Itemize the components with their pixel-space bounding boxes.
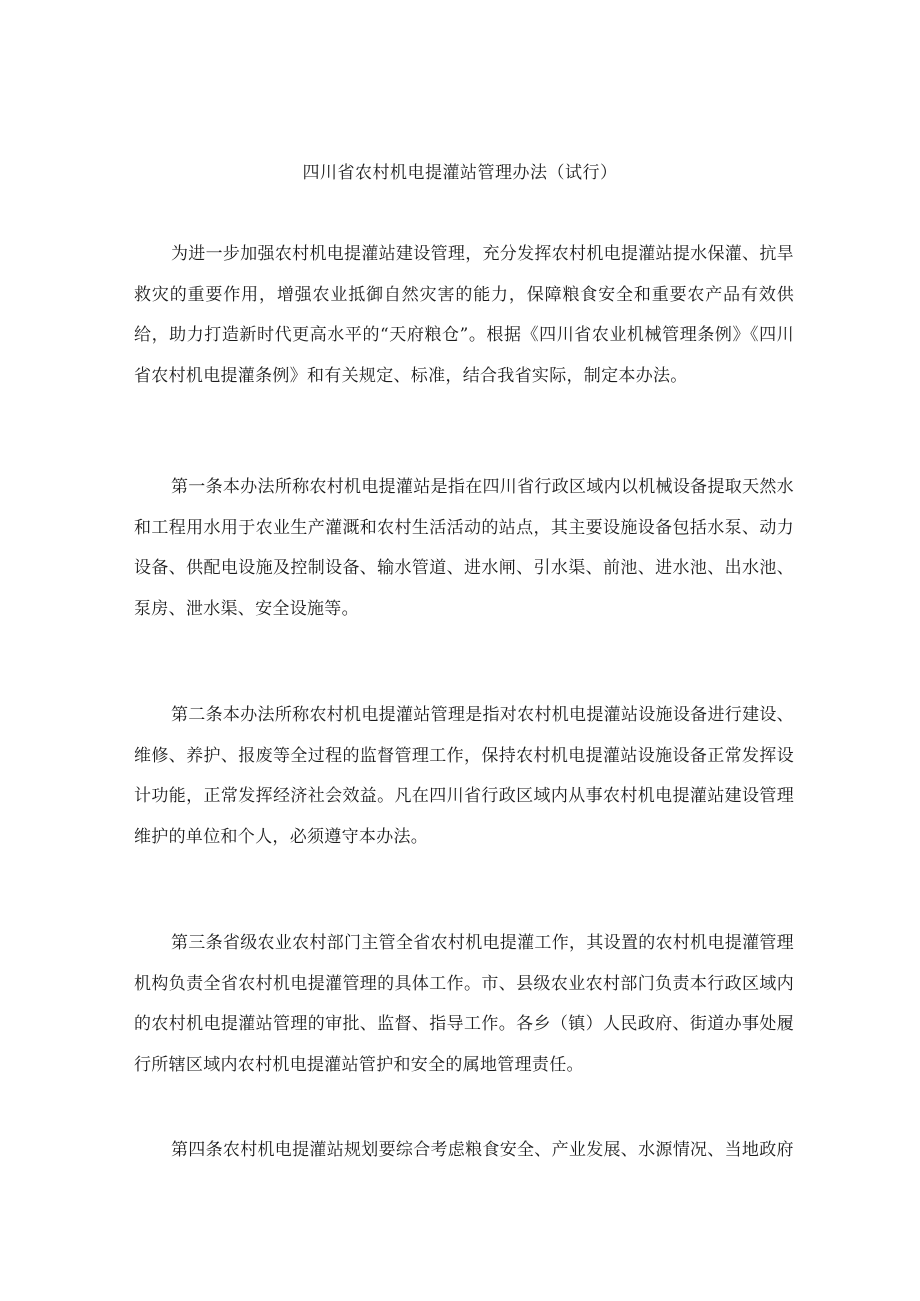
paragraph-article-3: 第三条省级农业农村部门主管全省农村机电提灌工作，其设置的农村机电提灌管理机构负责全省农村机电提灌管理的具体工作。市、县级农业农村部门负责本行政区域内的农村机电提灌站管理的审批、监督、指导工作。各乡（镇）人民政府、街道办事处履行所辖区域内农村机电提灌站管护和安全的属地管理责任。 xyxy=(134,933,794,1075)
paragraph-article-2: 第二条本办法所称农村机电提灌站管理是指对农村机电提灌站设施设备进行建设、维修、养护、报废等全过程的监督管理工作，保持农村机电提灌站设施设备正常发挥设计功能，正常发挥经济社会效益。凡在四川省行政区域内从事农村机电提灌站建设管理维护的单位和个人，必须遵守本办法。 xyxy=(134,705,794,847)
paragraph-article-4: 第四条农村机电提灌站规划要综合考虑粮食安全、产业发展、水源情况、当地政府 xyxy=(171,1140,794,1160)
document-title: 四川省农村机电提灌站管理办法（试行） xyxy=(302,163,618,183)
paragraph-article-1: 第一条本办法所称农村机电提灌站是指在四川省行政区域内以机械设备提取天然水和工程用水用于农业生产灌溉和农村生活活动的站点，其主要设施设备包括水泵、动力设备、供配电设施及控制设备、输水管道、进水闸、引水渠、前池、进水池、出水池、泵房、泄水渠、安全设施等。 xyxy=(134,477,794,619)
paragraph-preamble: 为进一步加强农村机电提灌站建设管理，充分发挥农村机电提灌站提水保灌、抗旱救灾的重要作用，增强农业抵御自然灾害的能力，保障粮食安全和重要农产品有效供给，助力打造新时代更高水平的“天府粮仓”。根据《四川省农业机械管理条例》《四川省农村机电提灌条例》和有关规定、标准，结合我省实际，制定本办法。 xyxy=(134,244,794,386)
